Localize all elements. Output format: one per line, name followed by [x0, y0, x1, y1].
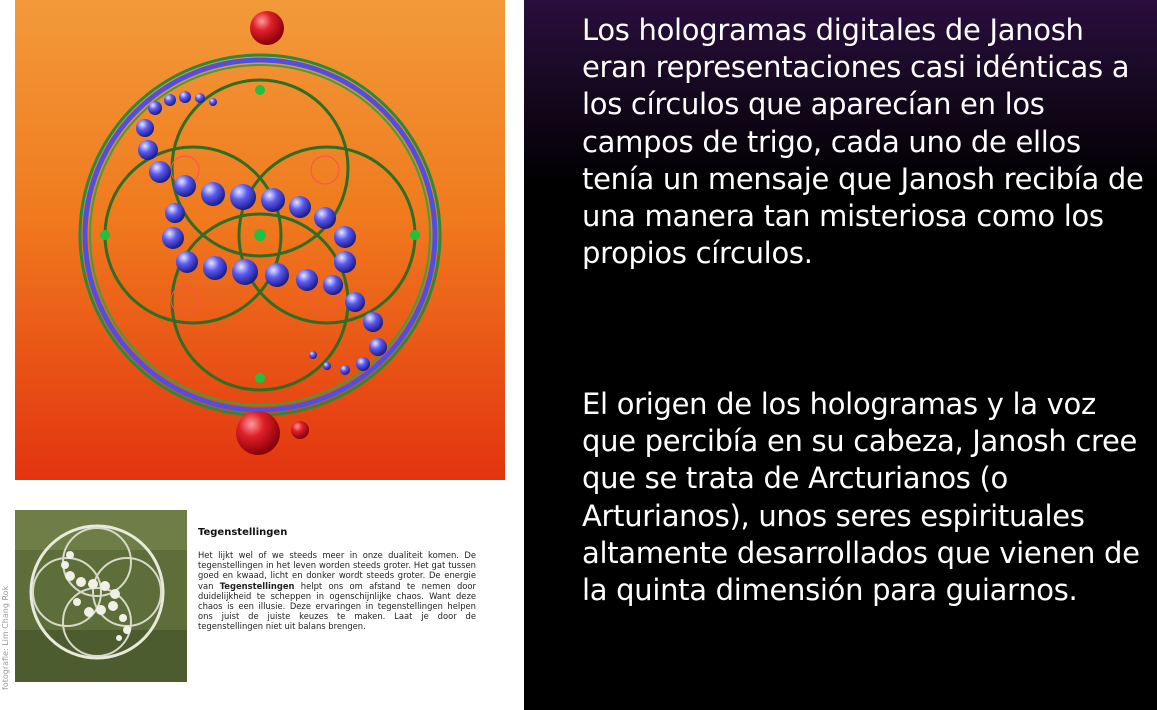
- hologram-image: [15, 0, 505, 480]
- crop-circle-photo: [15, 510, 187, 682]
- caption-text-bold: Tegenstellingen: [219, 580, 295, 591]
- caption-text: [198, 550, 476, 632]
- caption-text-start: Het lijkt wel of we steeds meer in onze dualiteit komen. De tegenstellingen in het leven worden steeds groter. Het gat tussen goed en kwaad, licht en donker wordt steeds groter. De energie van: [198, 550, 476, 591]
- caption-title: Tegenstellingen: [198, 527, 288, 538]
- left-panel: [0, 0, 524, 710]
- photo-credit: fotografie: Lim Chang Rok: [1, 585, 10, 690]
- paragraph-origin: El origen de los hologramas y la voz que percibía en su cabeza, Janosh cree que se trata de Arcturianos (o Arturianos), unos seres espirituales altamente desarrollados que vienen de la quinta dimensión para guiarnos.: [582, 387, 1140, 608]
- right-panel: [524, 0, 1157, 710]
- caption-text-end: helpt ons om afstand te nemen door duidelijkheid te scheppen in ogenschijnlijke chaos. Want deze chaos is een illusie. Deze ervaringen in tegenstellingen helpen ons juist de juiste keuzes te maken. Laat je door de tegenstellingen niet uit balans brengen.: [198, 580, 476, 632]
- paragraph-holograms: Los hologramas digitales de Janosh eran representaciones casi idénticas a los círculos que aparecían en los campos de trigo, cada uno de ellos tenía un mensaje que Janosh recibía de una manera tan misteriosa como los propios círculos.: [582, 13, 1144, 271]
